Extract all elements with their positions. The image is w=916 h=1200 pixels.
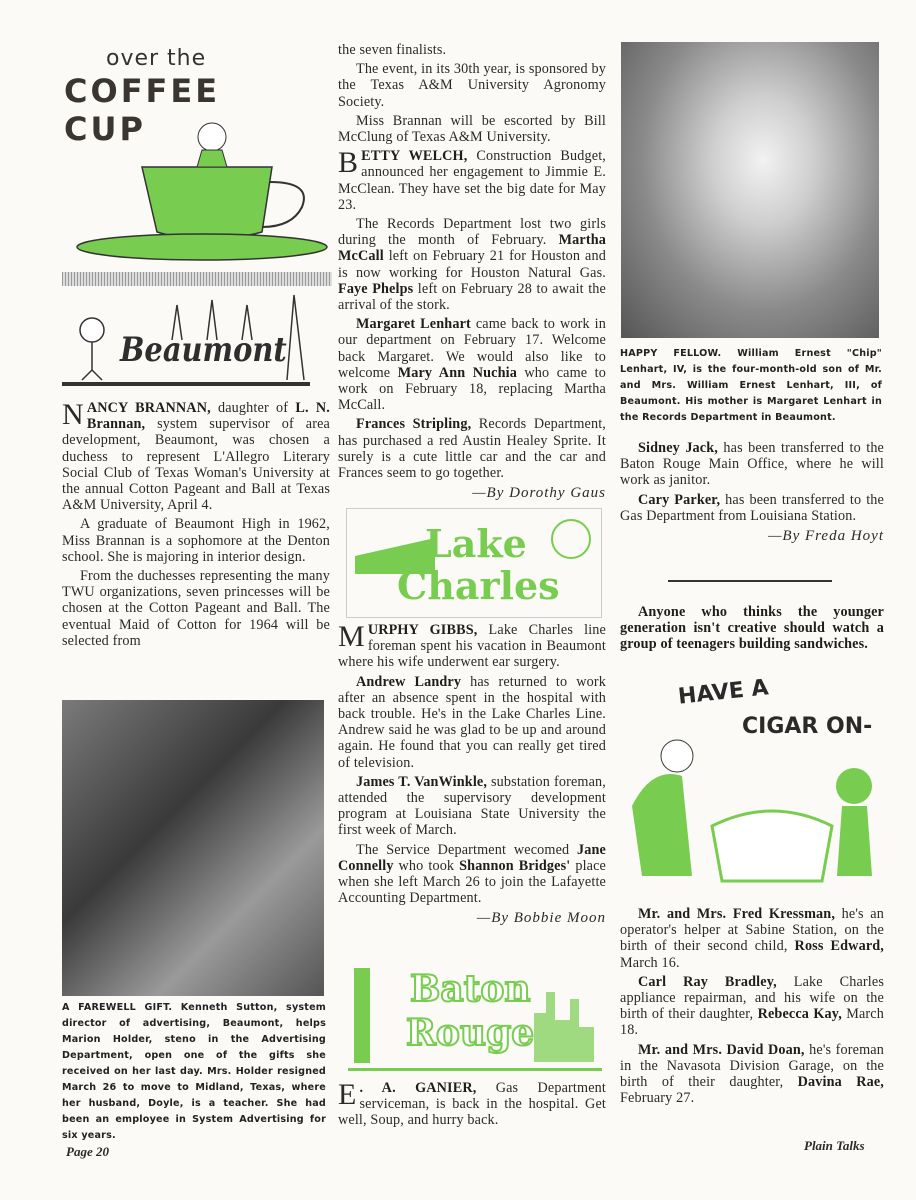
drop-cap: E [338,1078,357,1111]
paragraph [338,774,606,839]
lake-label: Lake [425,521,527,566]
paragraph [62,568,330,649]
paragraph [338,148,606,213]
text-run: Construction Budget, announced her engagement to Jimmie E. McClean. They have set the big date for May 23. [338,148,606,213]
bold-name: ANCY BRANNAN, [86,400,211,416]
paragraph [620,974,884,1039]
lake-charles-logo [346,508,602,618]
paragraph [338,113,606,145]
bold-name: Andrew Landry [356,673,462,690]
text-run: Lake Charles appliance repairman, and his wife on the birth of their daughter, [620,973,884,1023]
happy-fellow-caption: HAPPY FELLOW. William Ernest "Chip" Lenhart, IV, is the four-month-old son of Mr. and Mrs. William Ernest Lenhart, III, of Beaumont. His mother is Margaret Lenhart in the Records Department in Beaumont. [620,348,882,423]
rouge-label: Rouge [406,1012,535,1054]
bold-name: Martha McCall [338,232,606,265]
halftone-divider [62,272,332,286]
cup-label: CUP [64,110,146,148]
coffee-cup-header [62,42,332,272]
paragraph [620,1042,884,1107]
paragraph [620,492,884,524]
text-run: Gas Department serviceman, is back in the hospital. Get well, Soup, and hurry back. [338,1080,606,1129]
ornamental-divider [668,580,832,582]
charles-label: Charles [397,563,560,608]
lake-charles-article [338,622,606,933]
paragraph [62,516,330,565]
cartoon-figures-icon [622,676,884,890]
bold-name: Mr. and Mrs. David Doan, [638,1041,805,1058]
paragraph [338,316,606,413]
paragraph [338,61,606,110]
farewell-gift-caption: A FAREWELL GIFT. Kenneth Sutton, system director of advertising, Beaumont, helps Marion Holder, steno in the Advertising Department, open one of the gifts she received on her last day. Mrs. Holder resigned March 26 to move to Midland, Texas, where her husband, Doyle, is a teacher. She had been an employee in System Advertising for six years. [62,1002,326,1141]
bold-name: ETTY WELCH, [361,148,468,165]
bold-name: Anyone who thinks the younger generation isn't creative should watch a group of teenagers building sandwiches. [620,604,884,653]
text-run: left on February 28 to await the arrival of the stork. [338,280,606,314]
text-run: who took [393,857,460,874]
bold-name: James T. VanWinkle, [356,773,488,790]
text-run: he's an operator's helper at Sabine Station, on the birth of their second child, [620,906,884,955]
over-the-label: over the [106,46,207,71]
text-run: A graduate of Beaumont High in 1962, Miss Brannan is a sophomore at the Denton school. She is majoring in interior design. [62,516,330,565]
paragraph [338,842,606,907]
paragraph [338,1080,606,1129]
bold-name: Frances Stripling, [356,416,472,433]
baton-rouge-article [338,1080,606,1132]
text-run: has returned to work after an absence spent in the hospital with back trouble. He's in the Lake Charles Line. Andrew said he was glad to be up and around again. He found that you can really get tired of television. [338,673,606,771]
baton-label: Baton [410,968,531,1010]
text-run: daughter of [210,400,296,416]
paragraph [338,416,606,481]
text-run: From the duchesses representing the many TWU organizations, seven princesses will be chosen at the Cotton Pageant and Ball. The eventual Maid of Cotton for 1964 will be selected from [62,568,330,649]
bold-name: Mary Ann Nuchia [397,364,517,381]
records-article [338,42,606,507]
paragraph [62,400,330,513]
text-run: The Service Department wecomed [356,841,578,858]
bold-name: Faye Phelps [338,280,414,297]
text-run: place when she left March 26 to join the Lafayette Accounting Department. [338,857,606,907]
paragraph [620,906,884,971]
bold-name: URPHY GIBBS, [367,622,478,638]
byline-freda-hoyt: —By Freda Hoyt [768,528,884,545]
text-run: left on February 21 for Houston and is now working for Houston Natural Gas. [338,248,606,281]
coffee-label: COFFEE [64,72,221,110]
magazine-name: Plain Talks [804,1138,865,1153]
paragraph [338,216,606,313]
drop-cap: N [62,398,84,431]
text-run: February 27. [620,1090,695,1107]
text-run: Miss Brannan will be escorted by Bill McClung of Texas A&M University. [338,112,606,146]
teenagers-quip [620,604,884,656]
text-run: March 18. [620,1006,884,1039]
bold-name: Rebecca Kay, [757,1006,842,1023]
text-run: who came to work on February 18, replacing Martha McCall. [338,364,606,414]
bold-name: L. N. Brannan, [86,400,330,433]
bold-name: . A. GANIER, [359,1080,477,1096]
byline-dorothy-gaus: —By Dorothy Gaus [472,485,606,502]
farewell-gift-photo [62,700,324,996]
births-announcements [620,906,884,1109]
text-run: Lake Charles line foreman spent his vacation in Beaumont where his wife underwent ear surgery. [338,622,606,671]
bold-name: Margaret Lenhart [356,316,471,333]
mascot-icon [551,519,591,559]
have-a-label: HAVE A [676,675,770,710]
page-number: Page 20 [66,1144,109,1159]
bold-name: Jane Connelly [338,841,606,874]
text-run: substation foreman, attended the supervisory development program at Louisiana State University the first week of March. [338,773,606,839]
bold-name: Cary Parker, [638,491,721,508]
coffee-cup-icon [62,42,332,272]
bold-name: Davina Rae, [797,1074,884,1091]
text-run: has been transferred to the Baton Rouge Main Office, where he will work as janitor. [620,440,885,489]
baton-rouge-logo [348,962,602,1071]
paragraph [620,604,884,653]
text-run: The event, in its 30th year, is sponsored by the Texas A&M University Agronomy Society. [338,61,606,110]
paragraph [338,622,606,671]
drop-cap: M [338,620,365,653]
text-run: has been transferred to the Gas Department from Louisiana Station. [620,491,884,524]
text-run: came back to work in our department on February 17. Welcome back Margaret. We would also like to welcome [338,316,606,381]
bold-name: Mr. and Mrs. Fred Kressman, [638,906,836,922]
happy-fellow-photo [621,42,879,338]
text-run: The Records Department lost two girls during the month of February. [338,216,606,249]
beaumont-logo [62,290,310,386]
bold-name: Carl Ray Bradley, [638,973,777,990]
beaumont-label: Beaumont [120,330,287,370]
baton-rouge-transfers [620,440,884,550]
text-run: system supervisor of area development, Beaumont, was chosen a duchess to represent L'Allegro Literary Social Club of Texas Woman's University at the annual Cotton Pageant and Ball at Texas A&M University, April 4. [62,416,330,514]
bold-name: Ross Edward, [794,938,885,955]
paragraph [338,674,606,771]
text-run: Records Department, has purchased a red Austin Healey Sprite. It surely is a cute little car and the car and Frances seem to go together. [338,416,606,482]
text-run: March 16. [620,954,680,971]
have-a-cigar-cartoon [622,676,884,890]
cigar-on-label: CIGAR ON- [742,714,873,739]
text-run: the seven finalists. [338,42,447,58]
text-run: he's foreman in the Navasota Division Garage, on the birth of their daughter, [620,1041,884,1091]
bold-name: Sidney Jack, [638,440,718,456]
bold-name: Shannon Bridges' [459,857,571,874]
paragraph [620,440,884,489]
byline-bobbie-moon: —By Bobbie Moon [476,910,606,927]
paragraph [338,42,606,58]
drop-cap: B [338,146,359,180]
beaumont-article [62,400,330,652]
